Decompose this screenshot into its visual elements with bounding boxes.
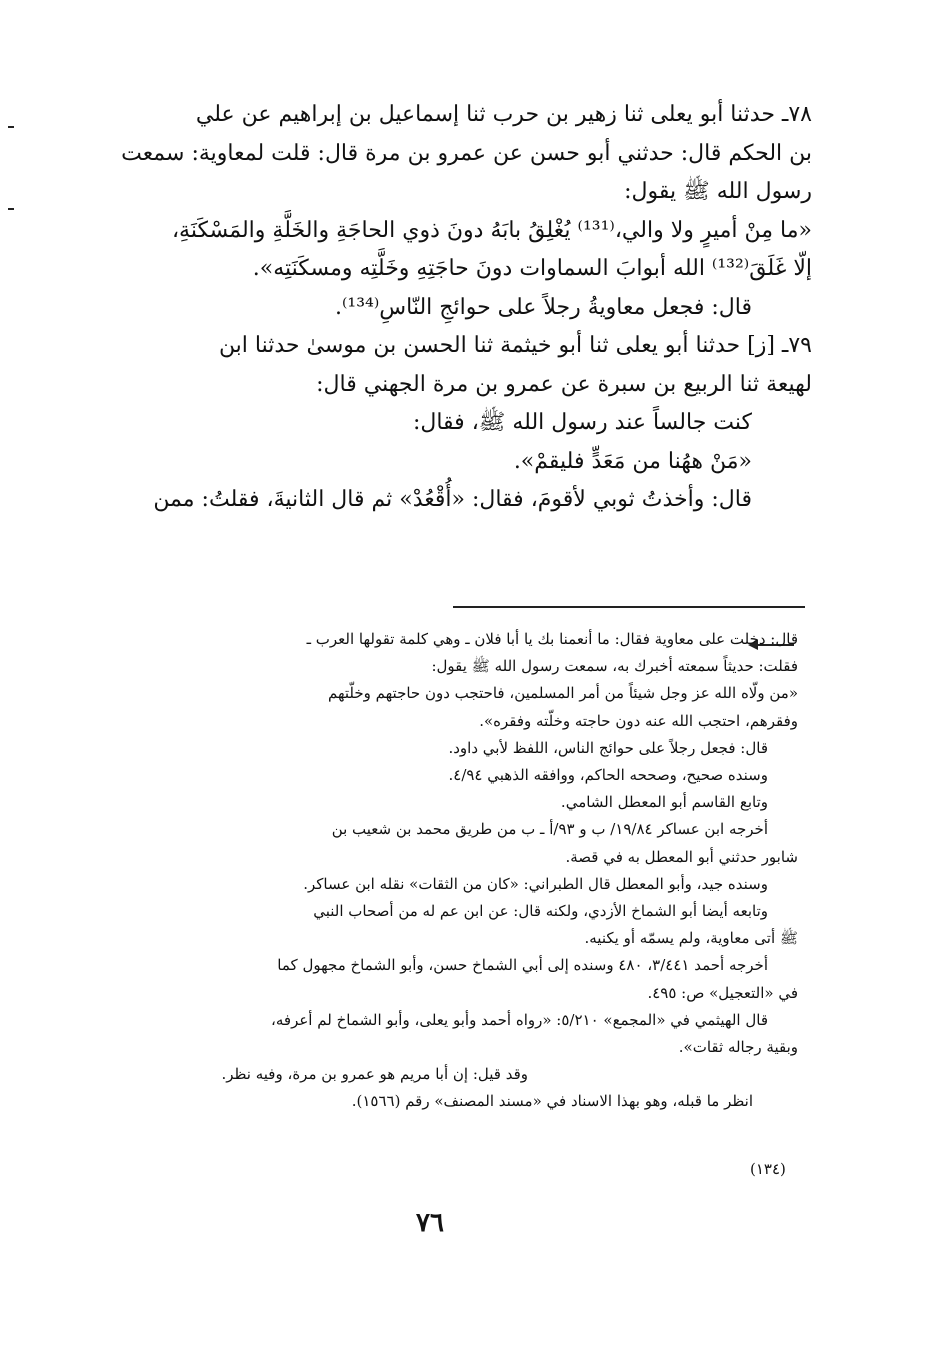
note-line: وقد قيل: إن أبا مريم هو عمرو بن مرة، وفيه نظر.	[221, 1065, 528, 1084]
note-line: وسنده جيد، وأبو المعطل قال الطبراني: «كان من الثقات» نقله ابن عساكر.	[303, 874, 768, 893]
note-line: في «التعجيل» ص: ٤٩٥.	[647, 983, 798, 1002]
note-line: وفقرهم، احتجب الله عنه دون حاجته وخلّته وفقره».	[479, 711, 798, 730]
footnote-separator	[453, 606, 805, 608]
text-line: ٧٨ـ حدثنا أبو يعلى ثنا زهير بن حرب ثنا إسماعيل بن إبراهيم عن علي	[195, 102, 812, 127]
note-line: انظر ما قبله، وهو بهذا الاسناد في «مسند المصنف» رقم (١٥٦٦).	[351, 1092, 753, 1111]
text-line: بن الحكم قال: حدثني أبو حسن عن عمرو بن مرة قال: قلت لمعاوية: سمعت	[121, 140, 812, 166]
note-line: قال: فجعل رجلاً على حوائج الناس، اللفظ لأبي داود.	[448, 738, 768, 757]
main-text	[112, 96, 812, 520]
note-line: وتابع القاسم أبو المعطل الشامي.	[560, 793, 768, 812]
text-line: إلّا غَلَقَ⁽¹³²⁾ الله أبوابَ السماوات دونَ حاجَتِهِ وخَلَّتِه ومسكَنَتِه».	[252, 256, 812, 281]
footnote-number: (١٣٤)	[750, 1160, 786, 1178]
note-line: قال: دخلت على معاوية فقال: ما أنعمنا بك يا أبا فلان ـ وهي كلمة تقولها العرب ـ	[306, 630, 798, 648]
text-line: «مَنْ ههُنا من مَعَدٍّ فليقمْ».	[513, 448, 752, 474]
text-line: ٧٩ـ [ز] حدثنا أبو يعلى ثنا أبو خيثمة ثنا الحسن بن موسىٰ حدثنا ابن	[218, 333, 812, 358]
text-line: قال: فجعل معاويةُ رجلاً على حوائجِ النّاسِ⁽¹³⁴⁾.	[335, 294, 752, 320]
note-line: وتابعه أيضا أبو الشماخ الأزدي، ولكنه قال: عن ابن عم له من أصحاب النبي	[313, 902, 768, 921]
note-line: وسنده صحيح، وصححه الحاكم، ووافقه الذهبي ٤/٩٤.	[448, 766, 768, 785]
text-line: رسول الله ﷺ يقول:	[624, 179, 812, 204]
text-line: لهيعة ثنا الربيع بن سبرة عن عمرو بن مرة الجهني قال:	[316, 371, 812, 397]
note-line: قال الهيثمي في «المجمع» ٥/٢١٠: «رواه أحمد وأبو يعلى، وأبو الشماخ لم أعرفه،	[271, 1010, 768, 1029]
margin-mark	[8, 208, 14, 210]
note-line: أخرجه أحمد ٣/٤٤١، ٤٨٠ وسنده إلى أبي الشماخ حسن، وأبو الشماخ مجهول كما	[277, 956, 768, 975]
note-line: وبقية رجاله ثقات».	[678, 1038, 798, 1057]
text-line: قال: وأخذتُ ثوبي لأقومَ، فقال: «أُقْعُدْ» ثم قال الثانيةَ، فقلتُ: ممن	[153, 487, 752, 512]
note-line: شابور حدثني أبو المعطل به في قصة.	[565, 847, 798, 866]
margin-mark	[8, 126, 14, 128]
note-line: أخرجه ابن عساكر ١٩/٨٤/ ب و ٩٣/أ ـ ب من طريق محمد بن شعيب بن	[331, 820, 768, 839]
note-line: ﷺ أتى معاوية، ولم يسمّه أو يكنيه.	[584, 929, 798, 948]
page-number: ٧٦	[416, 1208, 444, 1238]
text-line: كنت جالساً عند رسول الله ﷺ، فقال:	[412, 410, 752, 435]
text-line: «ما مِنْ أميرٍ ولا والي،⁽¹³¹⁾ يُغْلِقُ بابَهُ دونَ ذوي الحاجَةِ والخَلَّةِ والمَسْكَنَةِ،	[171, 217, 812, 243]
note-line: «من ولّاه الله عز وجل شيئاً من أمر المسلمين، فاحتجب دون حاجتهم وخلّتهم	[327, 684, 798, 703]
footnotes	[100, 626, 798, 1116]
note-line: فقلت: حديثاً سمعته أخبرك به، سمعت رسول الله ﷺ يقول:	[431, 657, 798, 676]
